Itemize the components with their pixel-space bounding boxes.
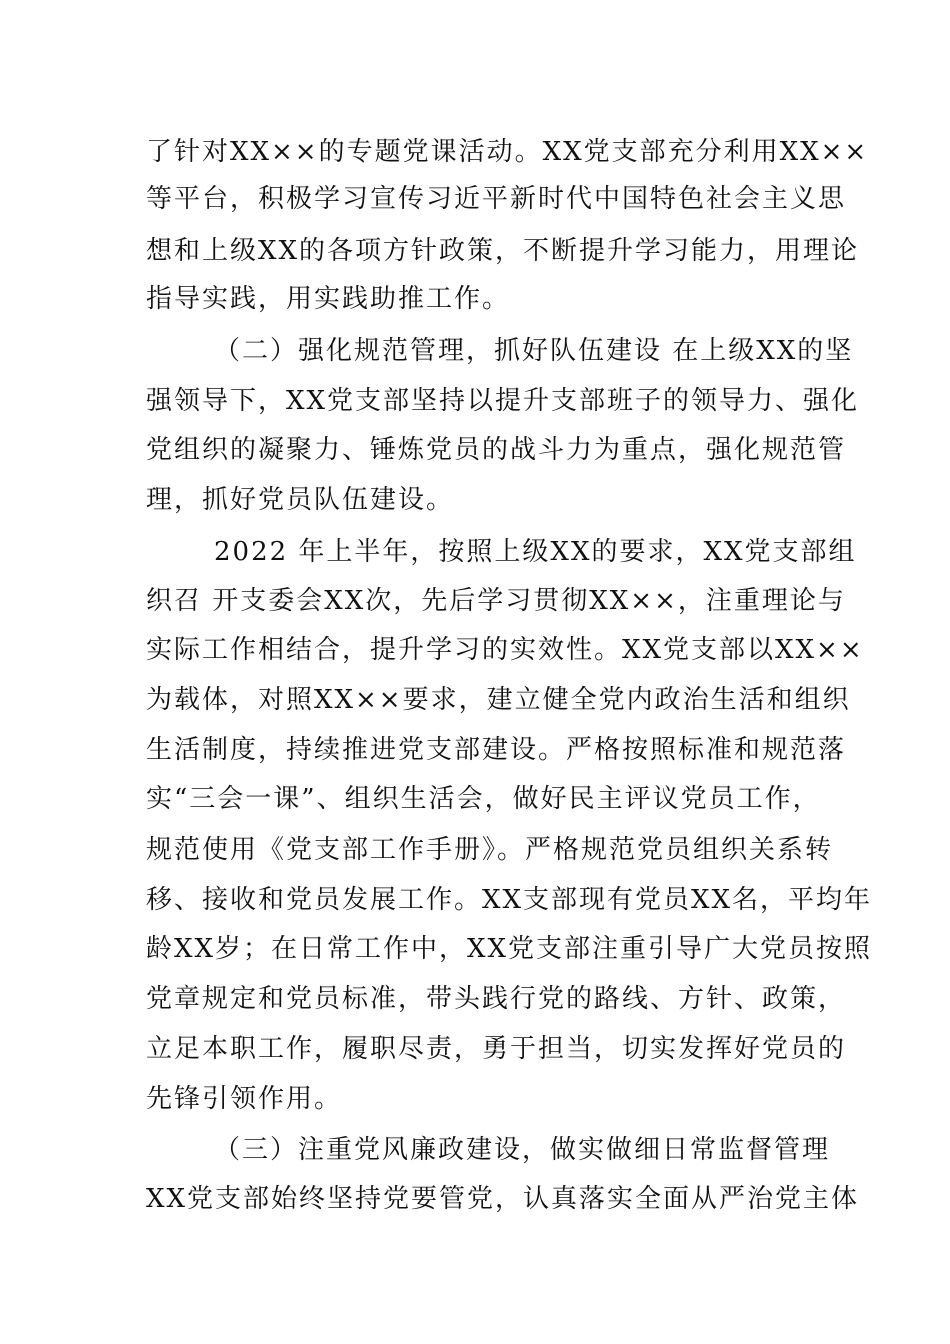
- paragraph-start: 2022 年上半年，按照上级XX的要求，XX党支部组: [214, 537, 857, 567]
- text-line-18: 党章规定和党员标准，带头践行党的路线、方针、政策，: [146, 984, 847, 1014]
- text-line-22: XX党支部始终坚持党要管党，认真落实全面从严治党主体: [146, 1184, 860, 1214]
- text-line-13: 生活制度，持续推进党支部建设。严格按照标准和规范落: [146, 735, 847, 765]
- text-line-15: 规范使用《党支部工作手册》。严格规范党员组织关系转: [146, 835, 834, 865]
- text-line-11: 实际工作相结合，提升学习的实效性。XX党支部以XX××: [146, 635, 864, 665]
- text-line-3: 想和上级XX的各项方针政策，不断提升学习能力，用理论: [146, 236, 860, 266]
- text-line-17: 龄XX岁；在日常工作中，XX党支部注重引导广大党员按照: [146, 934, 873, 964]
- text-line-2: 等平台，积极学习宣传习近平新时代中国特色社会主义思: [146, 184, 847, 214]
- text-line-4: 指导实践，用实践助推工作。: [146, 284, 511, 314]
- text-line-19: 立足本职工作，履职尽责，勇于担当，切实发挥好党员的: [146, 1034, 847, 1064]
- text-line-20: 先锋引领作用。: [146, 1084, 343, 1114]
- text-line-16: 移、接收和党员发展工作。XX支部现有党员XX名，平均年: [146, 885, 873, 915]
- text-line-7: 党组织的凝聚力、锤炼党员的战斗力为重点，强化规范管: [146, 435, 847, 465]
- text-line-12: 为载体，对照XX××要求，建立健全党内政治生活和组织: [146, 685, 851, 715]
- text-line-14: 实“三会一课”、组织生活会，做好民主评议党员工作，: [146, 784, 821, 814]
- section-heading-3: （三）注重党风廉政建设，做实做细日常监督管理: [214, 1135, 831, 1165]
- text-line-6: 强领导下，XX党支部坚持以提升支部班子的领导力、强化: [146, 386, 860, 416]
- text-line-1: 了针对XX××的专题党课活动。XX党支部充分利用XX××: [146, 137, 869, 167]
- section-heading-2: （二）强化规范管理，抓好队伍建设 在上级XX的坚: [214, 336, 854, 366]
- text-line-10: 织召 开支委会XX次，先后学习贯彻XX××，注重理论与: [146, 586, 846, 616]
- text-line-8: 理，抓好党员队伍建设。: [146, 485, 455, 515]
